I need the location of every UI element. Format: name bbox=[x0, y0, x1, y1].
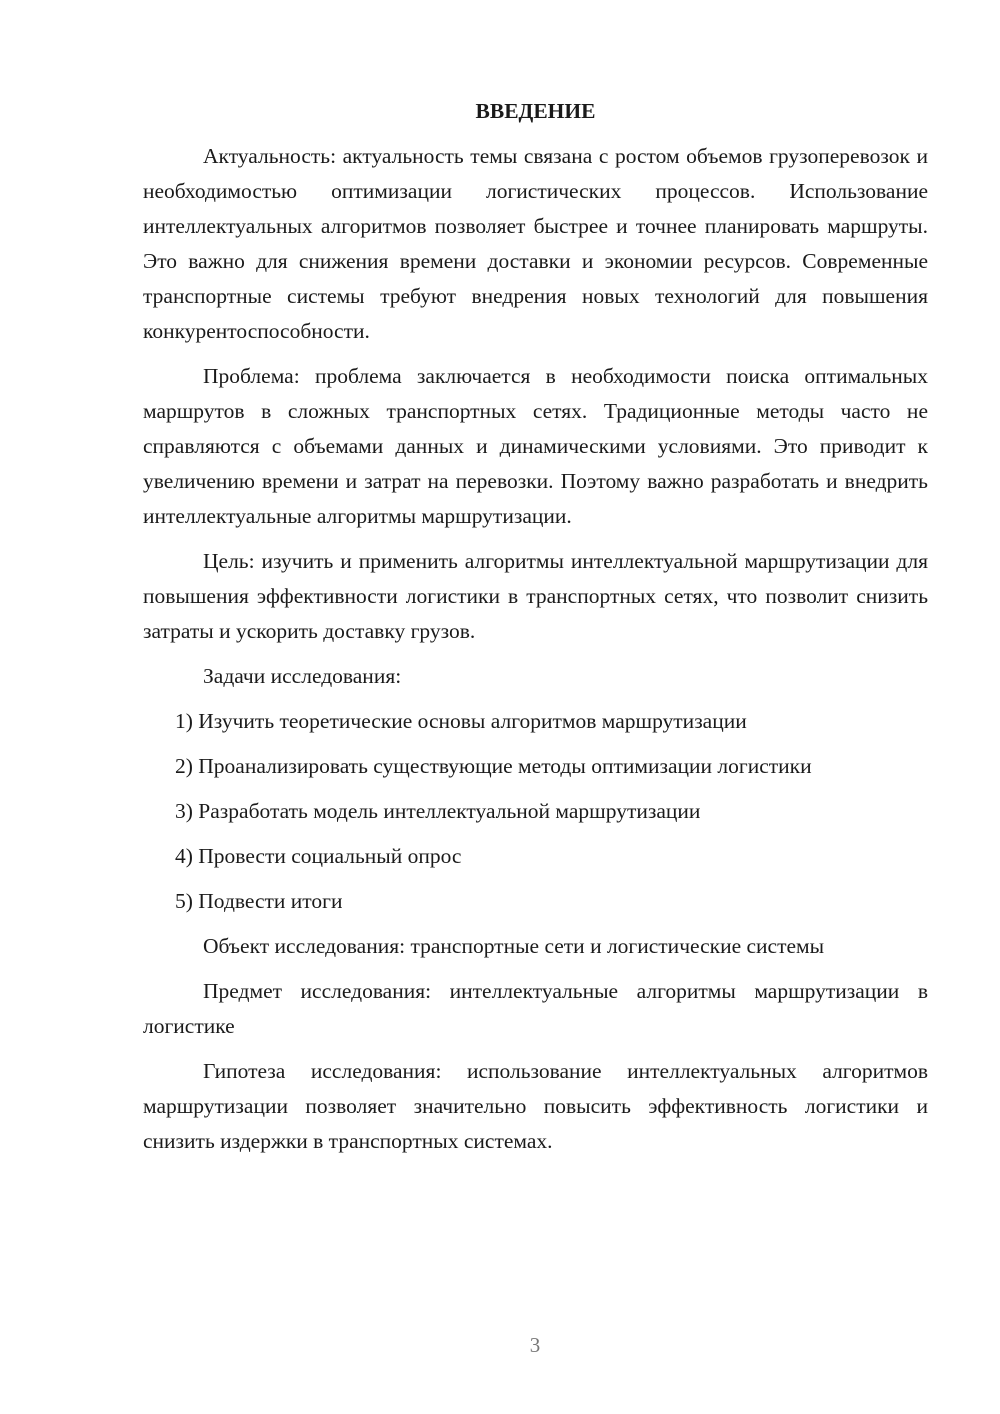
subject-paragraph: Предмет исследования: интеллектуальные алгоритмы маршрутизации в логистике bbox=[143, 979, 928, 1038]
goal-paragraph: Цель: изучить и применить алгоритмы интеллектуальной маршрутизации для повышения эффективности логистики в транспортных сетях, что позволит снизить затраты и ускорить доставку грузов. bbox=[143, 549, 928, 643]
task-item-2: 2) Проанализировать существующие методы оптимизации логистики bbox=[175, 754, 812, 778]
page-number: 3 bbox=[529, 1333, 541, 1357]
document-page bbox=[143, 96, 928, 1169]
hypothesis-paragraph: Гипотеза исследования: использование интеллектуальных алгоритмов маршрутизации позволяет значительно повысить эффективность логистики и снизить издержки в транспортных системах. bbox=[143, 1059, 928, 1153]
tasks-list bbox=[143, 704, 928, 919]
task-item-4: 4) Провести социальный опрос bbox=[175, 844, 462, 868]
tasks-title: Задачи исследования: bbox=[203, 664, 402, 688]
section-heading: ВВЕДЕНИЕ bbox=[475, 99, 596, 123]
object-paragraph: Объект исследования: транспортные сети и логистические системы bbox=[203, 934, 825, 958]
task-item-1: 1) Изучить теоретические основы алгоритмов маршрутизации bbox=[175, 709, 747, 733]
task-item-3: 3) Разработать модель интеллектуальной маршрутизации bbox=[175, 799, 701, 823]
relevance-paragraph: Актуальность: актуальность темы связана с ростом объемов грузоперевозок и необходимостью оптимизации логистических процессов. Использование интеллектуальных алгоритмов позволяет быстрее и точнее планировать маршруты. Это важно для снижения времени доставки и экономии ресурсов. Современные транспортные системы требуют внедрения новых технологий для повышения конкурентоспособности. bbox=[143, 144, 928, 343]
problem-paragraph: Проблема: проблема заключается в необходимости поиска оптимальных маршрутов в сложных транспортных сетях. Традиционные методы часто не справляются с объемами данных и динамическими условиями. Это приводит к увеличению времени и затрат на перевозки. Поэтому важно разработать и внедрить интеллектуальные алгоритмы маршрутизации. bbox=[143, 364, 928, 528]
task-item-5: 5) Подвести итоги bbox=[175, 889, 343, 913]
